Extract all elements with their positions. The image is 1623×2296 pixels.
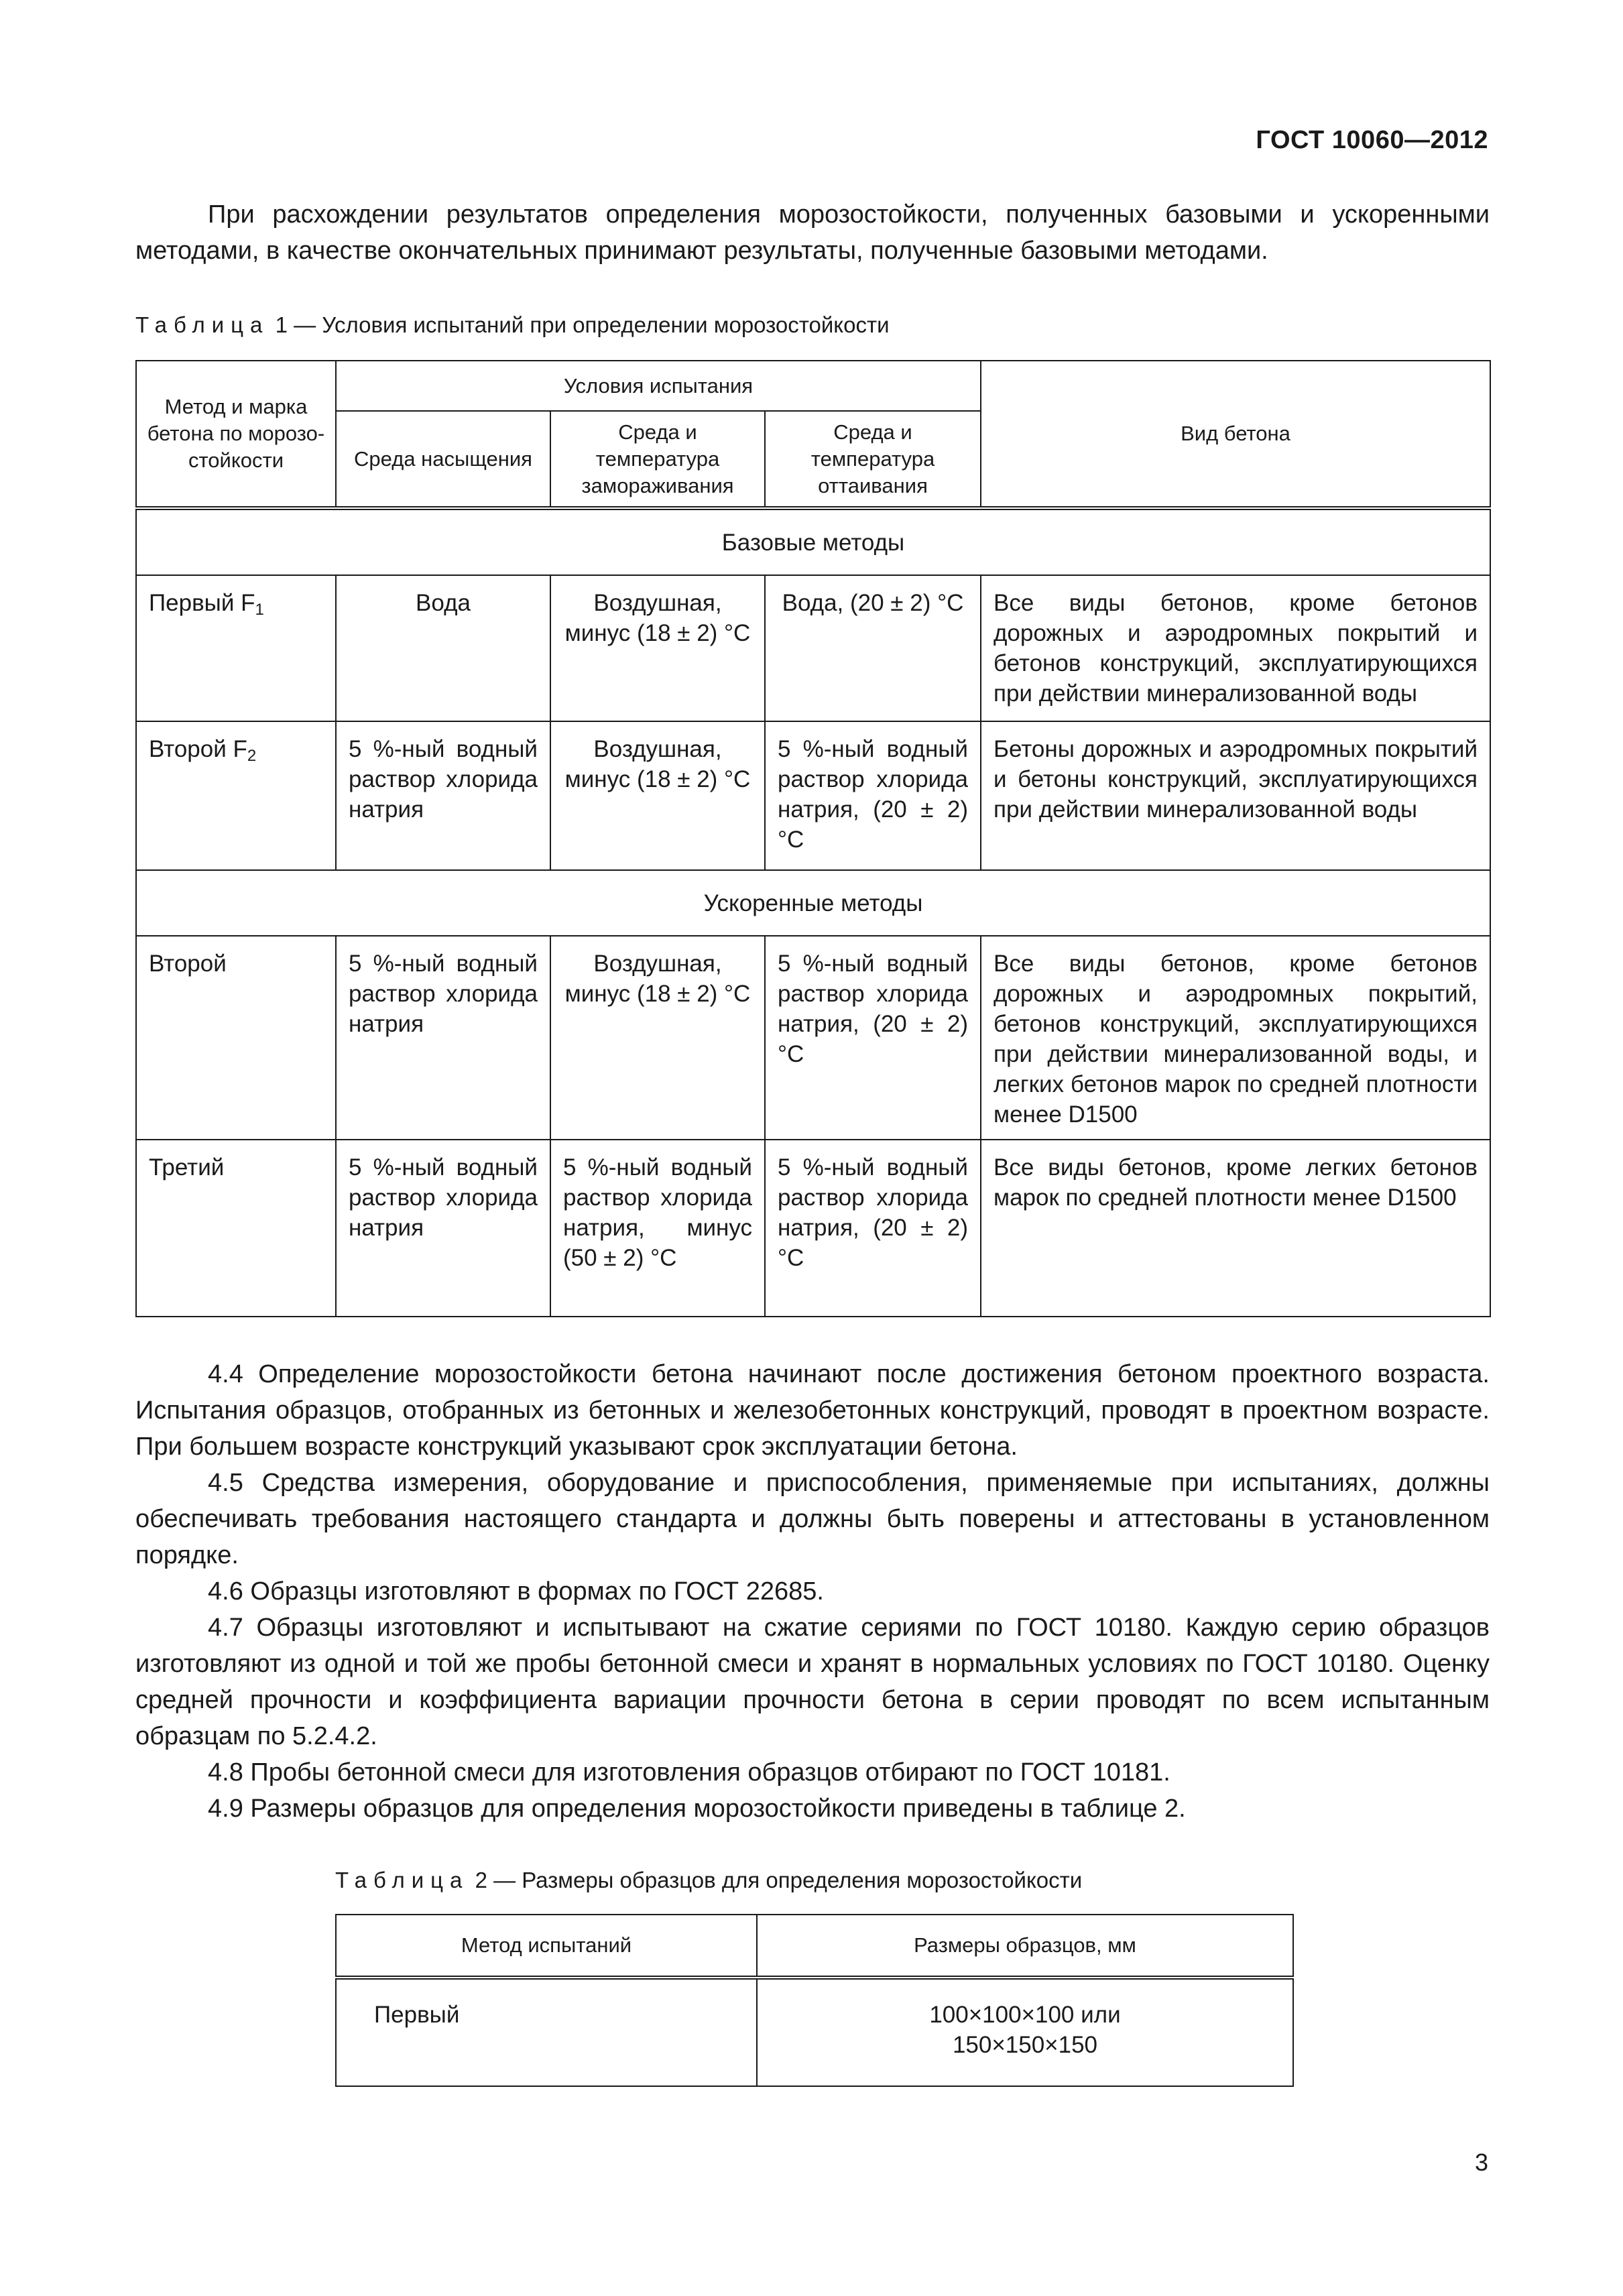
header-freezing: Среда и температура замораживания — [550, 411, 765, 508]
frost-test-conditions-table — [135, 360, 1491, 1317]
group-accelerated-methods: Ускоренные методы — [136, 870, 1490, 936]
table2-caption-text: 2 — Размеры образцов для определения морозостойкости — [475, 1868, 1083, 1892]
header-concrete-type: Вид бетона — [981, 361, 1490, 508]
row-concrete-type: Бетоны дорожных и аэродромных покрытий и бетоны конструкций, эксплуатирующихся при действии минерализованной воды — [981, 721, 1490, 870]
table1-caption-word: Таблица — [135, 312, 269, 337]
header-thawing: Среда и температура оттаивания — [765, 411, 981, 508]
header-specimen-sizes: Размеры образцов, мм — [757, 1915, 1293, 1978]
row-freezing: 5 %-ный водный раствор хлорида натрия, минус (50 ± 2) °С — [550, 1140, 765, 1317]
row-method: Второй $F_2$ — [136, 721, 336, 870]
row-freezing: Воздушная, минус (18 ± 2) °С — [550, 575, 765, 721]
row-saturation: Вода — [336, 575, 550, 721]
row-method: Первый $F_1$ — [136, 575, 336, 721]
paragraph-4-7: 4.7 Образцы изготовляют и испытывают на сжатие сериями по ГОСТ 10180. Каждую серию образцов изготовляют из одной и той же пробы бетонной смеси и хранят в нормальных условиях по ГОСТ 10180. Оценку средней прочности и коэффициента вариации прочности бетона в серии проводят по всем испытанным образцам по 5.2.4.2. — [135, 1614, 1490, 1750]
header-test-method: Метод испытаний — [336, 1915, 757, 1978]
body-paragraphs — [135, 1356, 1490, 1827]
row-saturation: 5 %-ный водный раствор хлорида натрия — [336, 721, 550, 870]
row-sizes — [757, 1978, 1293, 2086]
standard-header: ГОСТ 10060—2012 — [1256, 126, 1488, 154]
table1-caption — [135, 312, 890, 339]
table-row — [136, 1140, 1490, 1317]
table-row — [136, 936, 1490, 1140]
table-row — [136, 721, 1490, 870]
row-concrete-type: Все виды бетонов, кроме легких бетонов марок по средней плотности менее D1500 — [981, 1140, 1490, 1317]
table-row — [336, 1978, 1293, 2086]
row-thawing: 5 %-ный водный раствор хлорида натрия, (20 ± 2) °С — [765, 936, 981, 1140]
row-thawing: 5 %-ный водный раствор хлорида натрия, (20 ± 2) °С — [765, 721, 981, 870]
paragraph-4-6: 4.6 Образцы изготовляют в формах по ГОСТ 22685. — [208, 1577, 824, 1606]
row-thawing: Вода, (20 ± 2) °С — [765, 575, 981, 721]
row-freezing: Воздушная, минус (18 ± 2) °С — [550, 936, 765, 1140]
intro-text: При расхождении результатов определения морозостойкости, полученных базовыми и ускоренными методами, в качестве окончательных принимают результаты, полученные базовыми методами. — [135, 200, 1490, 265]
table-row — [136, 575, 1490, 721]
table2-caption-word: Таблица — [335, 1868, 469, 1892]
table1-caption-text: 1 — Условия испытаний при определении морозостойкости — [275, 312, 890, 337]
header-method: Метод и марка бетона по морозо- стойкости — [136, 361, 336, 508]
header-saturation: Среда насыщения — [336, 411, 550, 508]
row-method: Второй — [136, 936, 336, 1140]
header-conditions: Условия испытания — [336, 361, 981, 411]
row-saturation: 5 %-ный водный раствор хлорида натрия — [336, 936, 550, 1140]
row-saturation: 5 %-ный водный раствор хлорида натрия — [336, 1140, 550, 1317]
paragraph-4-9: 4.9 Размеры образцов для определения морозостойкости приведены в таблице 2. — [208, 1795, 1186, 1823]
row-concrete-type: Все виды бетонов, кроме бетонов дорожных и аэродромных покрытий, бетонов конструкций, эксплуатирующихся при действии минерализованной воды, и легких бетонов марок по средней плотности менее D1500 — [981, 936, 1490, 1140]
group-basic-methods: Базовые методы — [136, 508, 1490, 575]
row-method: Третий — [136, 1140, 336, 1317]
page-number: 3 — [1474, 2149, 1488, 2176]
specimen-sizes-table — [335, 1914, 1294, 2087]
size-option-2: 150×150×150 — [952, 2032, 1098, 2058]
paragraph-4-5: 4.5 Средства измерения, оборудование и приспособления, применяемые при испытаниях, должны обеспечивать требования настоящего стандарта и должны быть поверены и аттестованы в установленном порядке. — [135, 1469, 1490, 1569]
table2-caption — [335, 1867, 1082, 1894]
paragraph-4-8: 4.8 Пробы бетонной смеси для изготовления образцов отбирают по ГОСТ 10181. — [208, 1758, 1170, 1787]
paragraph-4-4: 4.4 Определение морозостойкости бетона начинают после достижения бетоном проектного возраста. Испытания образцов, отобранных из бетонных и железобетонных конструкций, проводят в проектном возрасте. При большем возрасте конструкций указывают срок эксплуатации бетона. — [135, 1360, 1490, 1461]
size-option-1: 100×100×100 или — [929, 2002, 1121, 2028]
row-thawing: 5 %-ный водный раствор хлорида натрия, (20 ± 2) °С — [765, 1140, 981, 1317]
row-method: Первый — [336, 1978, 757, 2086]
intro-paragraph — [135, 196, 1490, 269]
row-concrete-type: Все виды бетонов, кроме бетонов дорожных и аэродромных покрытий и бетонов конструкций, эксплуатирующихся при действии минерализованной воды — [981, 575, 1490, 721]
row-freezing: Воздушная, минус (18 ± 2) °С — [550, 721, 765, 870]
